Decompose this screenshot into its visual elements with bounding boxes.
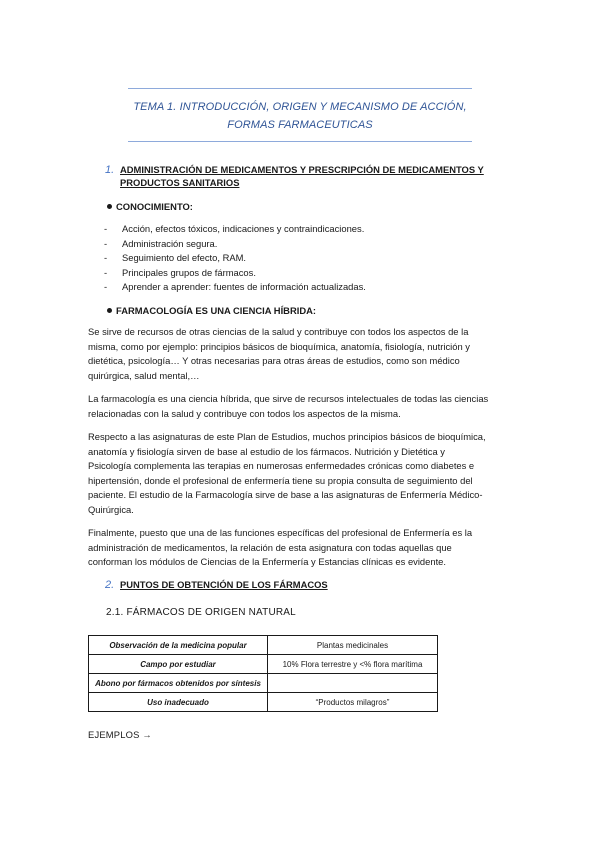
table-cell-value: 10% Flora terrestre y <% flora marítima: [268, 655, 438, 674]
ejemplos-label: EJEMPLOS →: [88, 729, 152, 740]
table-cell-value: Plantas medicinales: [268, 636, 438, 655]
bullet-icon: [107, 308, 112, 313]
table-cell-value: [268, 674, 438, 693]
section-2-number: 2.: [105, 579, 115, 591]
conocimiento-heading: CONOCIMIENTO:: [107, 201, 193, 212]
page-title: [100, 98, 500, 134]
section-1-heading: [105, 164, 525, 190]
section-1-line-2: PRODUCTOS SANITARIOS: [120, 177, 240, 188]
paragraph-2: La farmacología es una ciencia híbrida, que sirve de recursos intelectuales de todas las ciencias relacionadas con la salud y contribuye con todos los aspectos de la misma.: [88, 393, 489, 419]
table-cell-label: Campo por estudiar: [89, 655, 268, 674]
title-line-1: TEMA 1. INTRODUCCIÓN, ORIGEN Y MECANISMO DE ACCIÓN,: [133, 101, 467, 113]
paragraph-3: Respecto a las asignaturas de este Plan de Estudios, muchos principios básicos de bioquímica, anatomía y fisiología sirven de base al estudio de los fármacos. Nutrición y Dietética y Psicología complementa las terapias en numerosas enfermedades crónicas como diabetes e hipertensión, donde el profesional de enfermería tiene su propia consulta de seguimiento del paciente. El estudio de la Farmacología sirve de base a las asignaturas de Enfermería Médico- Quirúrgica.: [88, 431, 486, 515]
table-row: [89, 655, 438, 674]
paragraph-4: Finalmente, puesto que una de las funciones específicas del profesional de Enfermería es la administración de medicamentos, la relación de esta asignatura con todas aquellas que conforman los módulos de Ciencias de la Enfermería y Estancias clínicas es evidente.: [88, 527, 473, 568]
title-line-2: FORMAS FARMACEUTICAS: [227, 119, 373, 131]
table-cell-label: Observación de la medicina popular: [89, 636, 268, 655]
section-2-heading: [105, 579, 525, 593]
table-row: [89, 674, 438, 693]
table-row: [89, 693, 438, 712]
table-row: [89, 636, 438, 655]
table-cell-label: Uso inadecuado: [89, 693, 268, 712]
section-1-number: 1.: [105, 164, 115, 176]
subsection-heading: 2.1. FÁRMACOS DE ORIGEN NATURAL: [106, 607, 296, 618]
table-cell-label: Abono por fármacos obtenidos por síntesis: [89, 674, 268, 693]
paragraph-1: Se sirve de recursos de otras ciencias de la salud y contribuye con todos los aspectos de la misma, como por ejemplo: principios básicos de bioquímica, anatomía, fisiología, nutrición y dietética, psicología… Y otras necesarias para otras áreas de estudios, como son médico quirúrgica, salud mental,…: [88, 326, 470, 381]
table-cell-value: “Productos milagros”: [268, 693, 438, 712]
bullet-icon: [107, 204, 112, 209]
title-bottom-rule: [128, 141, 472, 142]
document-page: TEMA 1. INTRODUCCIÓN, ORIGEN Y MECANISMO DE ACCIÓN, FORMAS FARMACEUTICAS 1. ADMINISTRACIÓN DE MEDICAMENTOS Y PRESCRIPCIÓN DE MEDICAMENTOS Y PRODUCTOS SANITARIOS CONOCIMIENTO: - Acción, efectos tóxicos, indicaciones y contraindicaciones. - Administración segura. - Seguimiento del efecto, RAM. - Principales grupos de fármacos. - Aprender a aprender: fuentes de información actualizadas. FARMACOLOGÍA ES UNA CIENCIA HÍBRIDA: Se sirve de recursos de otras ciencias de la salud y contribuye con todos los aspectos de la misma, como por ejemplo: principios básicos de bioquímica, anatomía, fisiología, nutrición y dietética, psicología… Y otras necesarias para otras áreas de estudios, como son médico quirúrgica, salud mental,… La farmacología es una ciencia híbrida, que sirve de recursos intelectuales de todas las ciencias relacionadas con la salud y contribuye con todos los aspectos de la misma. Respecto a las asignaturas de este Plan de Estudios, muchos principios básicos de bioquímica, anatomía y fisiología sirven de base al estudio de los fármacos. Nutrición y Dietética y Psicología complementa las terapias en numerosas enfermedades crónicas como diabetes e hipertensión, donde el profesional de enfermería tiene su propia consulta de seguimiento del paciente. El estudio de la Farmacología sirve de base a las asignaturas de Enfermería Médico- Quirúrgica. Finalmente, puesto que una de las funciones específicas del profesional de Enfermería es la administración de medicamentos, la relación de esta asignatura con todas aquellas que conforman los módulos de Ciencias de la Enfermería y Estancias clínicas es evidente. 2. PUNTOS DE OBTENCIÓN DE LOS FÁRMACOS 2.1. FÁRMACOS DE ORIGEN NATURAL Observación de la medicina popular Plantas medicinales Campo por estudiar 10% Flora terrestre y <% flora marítima Abono por fármacos obtenidos por síntesis Uso inadecuado “Productos milagros” EJEMPLOS →: [0, 0, 600, 848]
farmacologia-heading: FARMACOLOGÍA ES UNA CIENCIA HÍBRIDA:: [107, 305, 316, 316]
section-2-title: PUNTOS DE OBTENCIÓN DE LOS FÁRMACOS: [120, 579, 328, 590]
natural-origin-table: [88, 635, 438, 712]
title-top-rule: [128, 88, 472, 89]
section-1-line-1: ADMINISTRACIÓN DE MEDICAMENTOS Y PRESCRIPCIÓN DE MEDICAMENTOS Y: [120, 164, 484, 175]
